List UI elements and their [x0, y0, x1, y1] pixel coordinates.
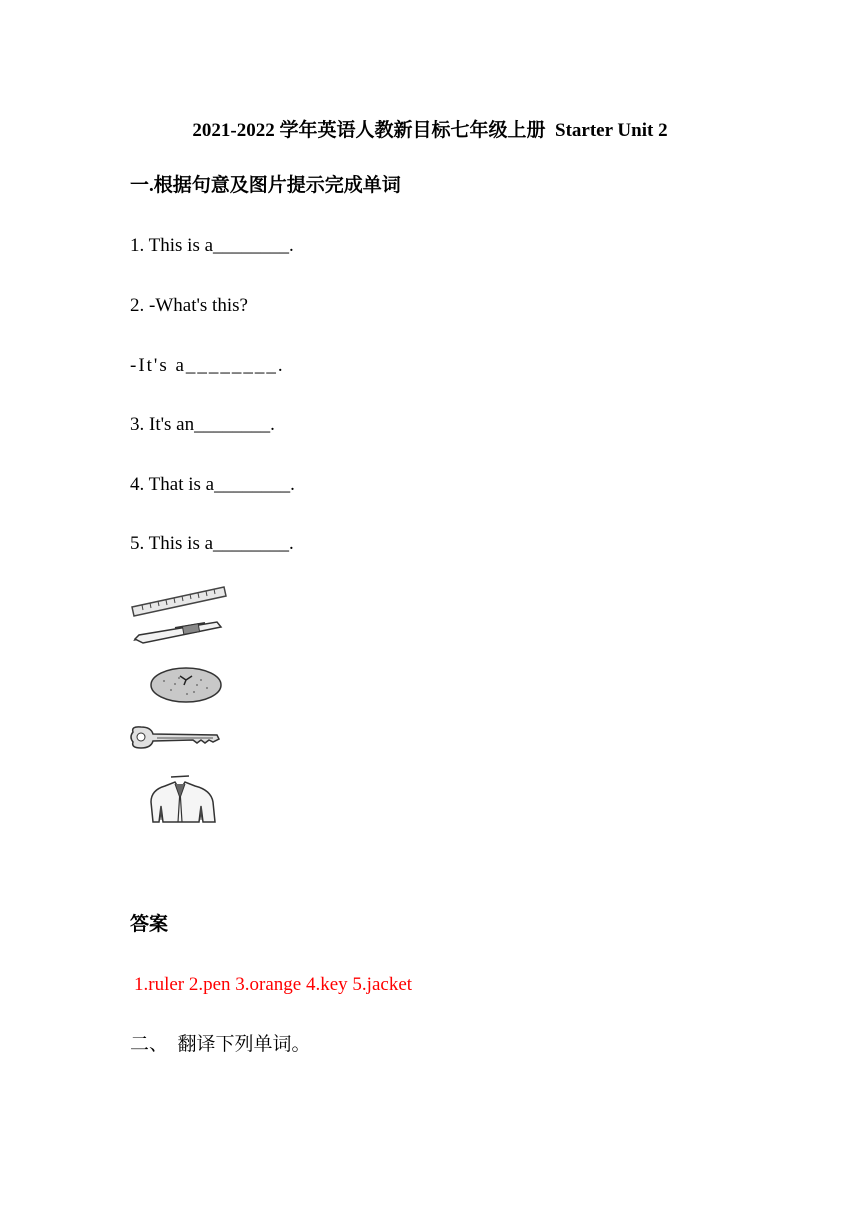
ruler-icon [130, 585, 228, 619]
question-2: 2. -What's this? [130, 295, 248, 316]
question-3: 3. It's an________. [130, 414, 275, 435]
pen-icon [133, 617, 223, 647]
section1-heading: 一.根据句意及图片提示完成单词 [130, 175, 401, 196]
question-2-answer-line: -It's a________. [130, 355, 285, 376]
document-title: 2021-2022 学年英语人教新目标七年级上册 Starter Unit 2 [192, 120, 668, 141]
answers-heading: 答案 [130, 914, 169, 935]
question-5: 5. This is a________. [130, 533, 294, 554]
question-1: 1. This is a________. [130, 235, 294, 256]
orange-icon [149, 666, 223, 704]
question-4: 4. That is a________. [130, 474, 295, 495]
jacket-icon [145, 774, 221, 824]
key-icon [129, 724, 221, 752]
section2-heading: 二、 翻译下列单词。 [130, 1034, 311, 1055]
answers-text: 1.ruler 2.pen 3.orange 4.key 5.jacket [134, 974, 413, 995]
